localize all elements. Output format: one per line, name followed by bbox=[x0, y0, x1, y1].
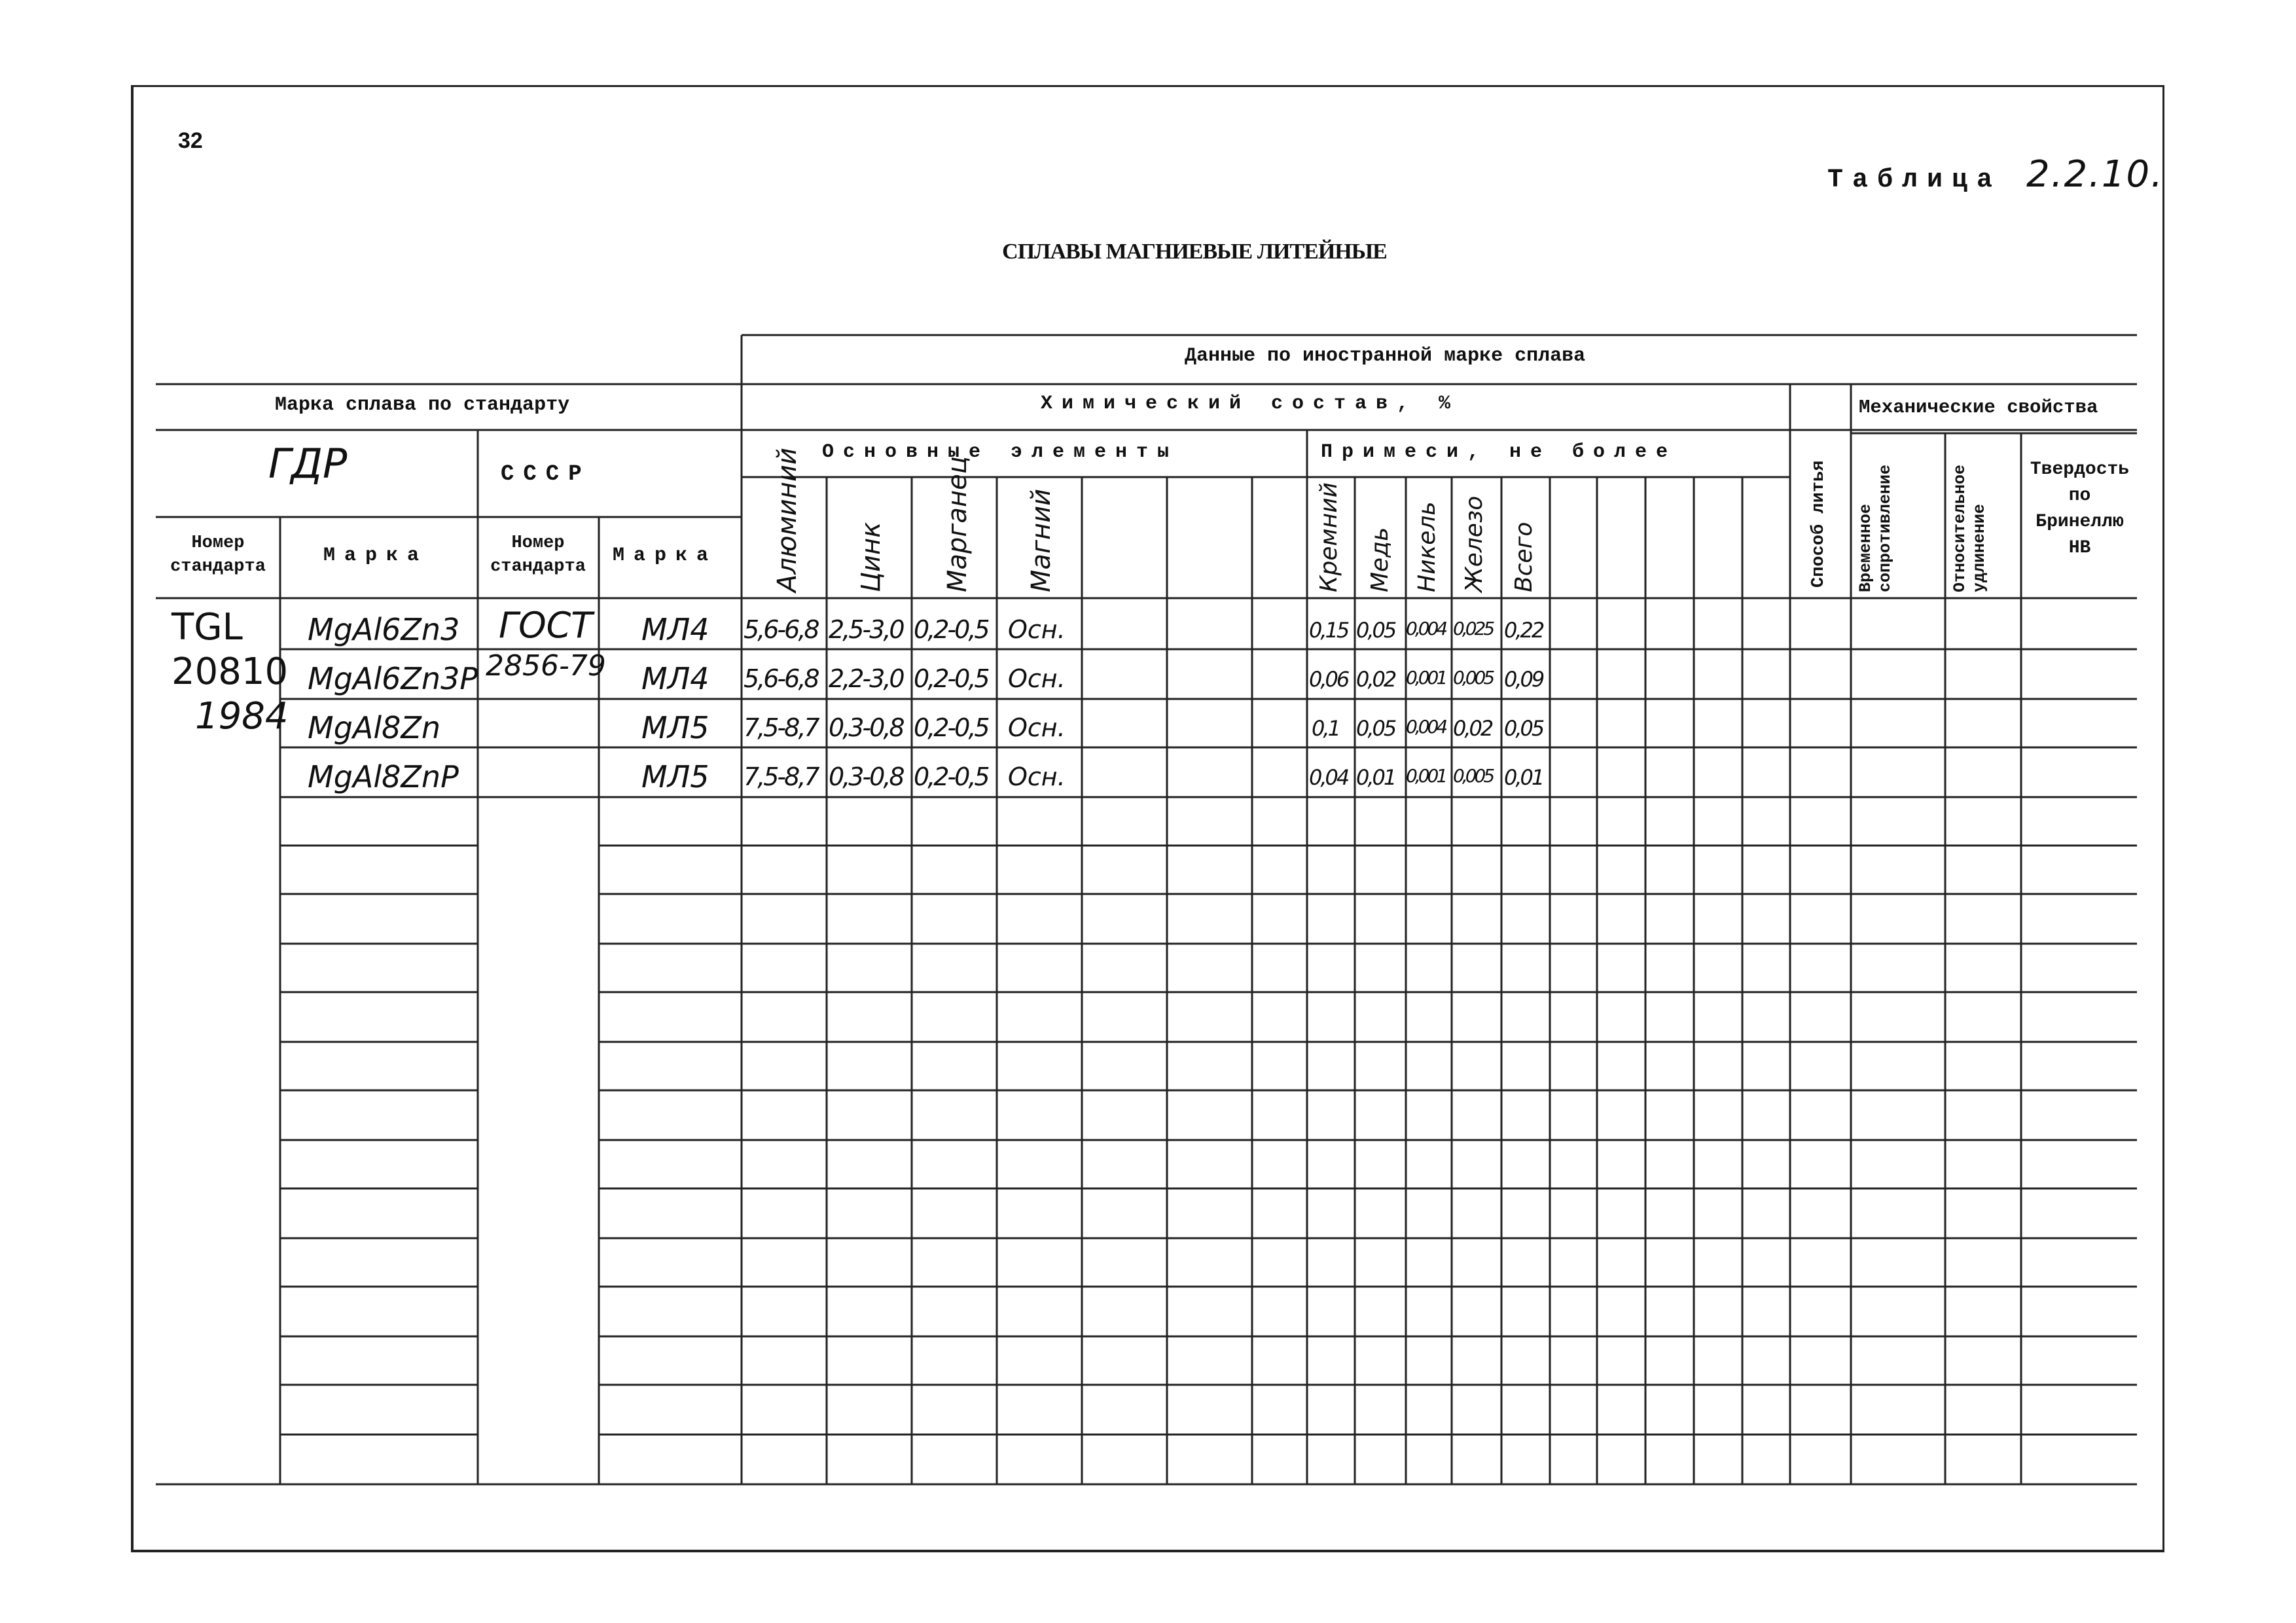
elongation-header: Относительное удлинение bbox=[1950, 464, 1989, 592]
iron-value: 0,005 bbox=[1453, 667, 1493, 688]
hardness-header: Твердость по Бринеллю НВ bbox=[2030, 459, 2130, 558]
zinc-value: 0,3-0,8 bbox=[829, 713, 903, 742]
mechanical-properties-header: Механические свойства bbox=[1859, 397, 2098, 418]
copper-value: 0,05 bbox=[1356, 618, 1395, 643]
aluminum-value: 7,5-8,7 bbox=[744, 762, 818, 791]
grade-gdr-header: Марка bbox=[323, 544, 429, 567]
manganese-value: 0,2-0,5 bbox=[914, 664, 988, 693]
col-manganese: Марганец bbox=[942, 456, 973, 592]
magnesium-value: Осн. bbox=[1008, 762, 1066, 791]
foreign-data-header: Данные по иностранной марке сплава bbox=[1185, 345, 1586, 367]
silicon-value: 0,04 bbox=[1309, 765, 1348, 790]
total-value: 0,09 bbox=[1504, 667, 1543, 692]
col-copper: Медь bbox=[1367, 527, 1393, 592]
ussr-grade: МЛ5 bbox=[641, 759, 709, 794]
nickel-value: 0,001 bbox=[1406, 765, 1446, 787]
std-number-gdr-header: Номер стандарта bbox=[170, 533, 266, 577]
col-iron: Железо bbox=[1461, 495, 1488, 592]
zinc-value: 0,3-0,8 bbox=[829, 762, 903, 791]
col-zinc: Цинк bbox=[856, 522, 886, 592]
gdr-standard: TGL 20810 1984 bbox=[171, 606, 289, 738]
copper-value: 0,02 bbox=[1356, 667, 1395, 692]
col-silicon: Кремний bbox=[1316, 482, 1342, 592]
nickel-value: 0,004 bbox=[1406, 716, 1446, 738]
manganese-value: 0,2-0,5 bbox=[914, 615, 988, 644]
gdr-grade: MgAl8Zn bbox=[308, 710, 441, 745]
table-label: Таблица bbox=[1827, 166, 2002, 195]
zinc-value: 2,5-3,0 bbox=[829, 615, 903, 644]
document-title: СПЛАВЫ МАГНИЕВЫЕ ЛИТЕЙНЫЕ bbox=[1002, 240, 1387, 264]
ussr-grade: МЛ5 bbox=[641, 710, 709, 745]
impurities-header: Примеси, не более bbox=[1321, 441, 1677, 463]
table-number: 2.2.10. bbox=[2026, 153, 2164, 196]
main-elements-header: Основные элементы bbox=[822, 441, 1179, 463]
iron-value: 0,02 bbox=[1453, 716, 1492, 741]
standard-grade-header: Марка сплава по стандарту bbox=[275, 394, 570, 416]
aluminum-value: 7,5-8,7 bbox=[744, 713, 818, 742]
casting-method-header: Способ литья bbox=[1809, 460, 1829, 588]
zinc-value: 2,2-3,0 bbox=[829, 664, 903, 693]
silicon-value: 0,15 bbox=[1309, 618, 1348, 643]
ussr-standard: ГОСТ 2856-79 bbox=[486, 605, 606, 683]
col-magnesium: Магний bbox=[1026, 488, 1056, 592]
manganese-value: 0,2-0,5 bbox=[914, 713, 988, 742]
aluminum-value: 5,6-6,8 bbox=[744, 664, 818, 693]
gdr-grade: MgAl6Zn3 bbox=[308, 612, 460, 647]
magnesium-value: Осн. bbox=[1008, 615, 1066, 644]
magnesium-value: Осн. bbox=[1008, 713, 1066, 742]
total-value: 0,05 bbox=[1504, 716, 1543, 741]
total-value: 0,22 bbox=[1504, 618, 1543, 643]
page-number: 32 bbox=[178, 128, 203, 153]
manganese-value: 0,2-0,5 bbox=[914, 762, 988, 791]
gdr-grade: MgAl6Zn3P bbox=[308, 661, 478, 696]
country-gdr: ГДР bbox=[268, 440, 348, 488]
aluminum-value: 5,6-6,8 bbox=[744, 615, 818, 644]
nickel-value: 0,004 bbox=[1406, 618, 1446, 639]
gdr-grade: MgAl8ZnP bbox=[308, 759, 459, 794]
silicon-value: 0,1 bbox=[1312, 716, 1339, 741]
col-total: Всего bbox=[1511, 522, 1537, 592]
copper-value: 0,01 bbox=[1356, 765, 1395, 790]
ussr-grade: МЛ4 bbox=[641, 612, 709, 647]
magnesium-value: Осн. bbox=[1008, 664, 1066, 693]
silicon-value: 0,06 bbox=[1309, 667, 1348, 692]
copper-value: 0,05 bbox=[1356, 716, 1395, 741]
iron-value: 0,005 bbox=[1453, 765, 1493, 787]
grade-ussr-header: Марка bbox=[613, 544, 718, 567]
iron-value: 0,025 bbox=[1453, 618, 1493, 639]
ussr-grade: МЛ4 bbox=[641, 661, 709, 696]
std-number-ussr-header: Номер стандарта bbox=[490, 533, 586, 577]
total-value: 0,01 bbox=[1504, 765, 1543, 790]
chemical-composition-header: Химический состав, % bbox=[1041, 393, 1460, 415]
country-ussr: СССР bbox=[501, 462, 591, 487]
nickel-value: 0,001 bbox=[1406, 667, 1446, 688]
col-aluminum: Алюминий bbox=[772, 448, 802, 592]
tensile-strength-header: Временное сопротивление bbox=[1856, 464, 1895, 592]
col-nickel: Никель bbox=[1414, 501, 1441, 592]
